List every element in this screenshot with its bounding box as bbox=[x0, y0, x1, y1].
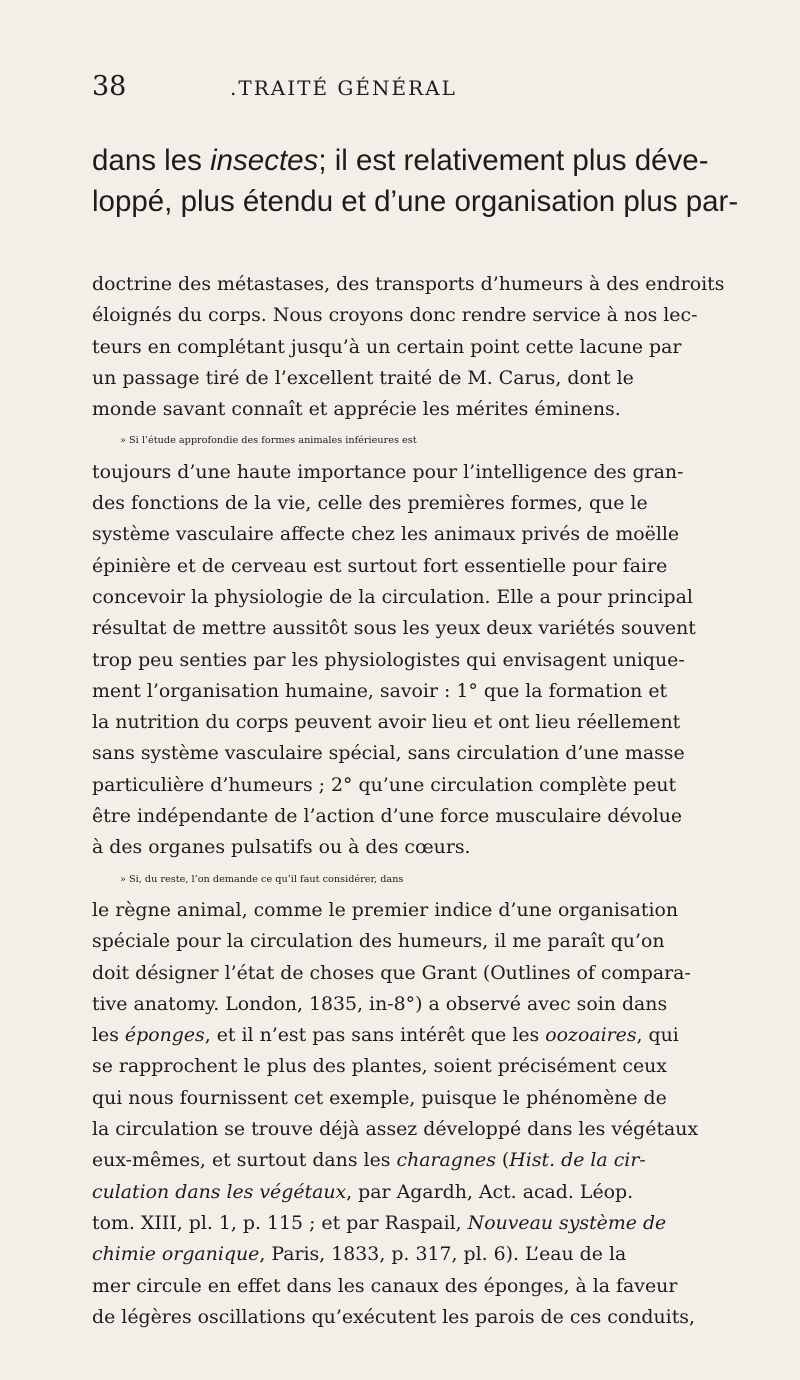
italic-text: éponges bbox=[124, 1024, 205, 1047]
running-title: .TRAITÉ GÉNÉRAL bbox=[230, 76, 457, 100]
text-run: les bbox=[92, 1024, 125, 1047]
text-run: la circulation se trouve déjà assez développé dans les végétaux bbox=[92, 1118, 699, 1141]
main-text bbox=[92, 140, 764, 222]
footnote-line bbox=[92, 1145, 764, 1176]
footnote-line bbox=[92, 926, 764, 957]
italic-text: insectes bbox=[210, 144, 319, 177]
text-run: système vasculaire affecte chez les animaux privés de moëlle bbox=[92, 523, 680, 546]
footnote-line bbox=[92, 613, 764, 644]
footnote-line bbox=[92, 1020, 764, 1051]
footnote-line bbox=[92, 1271, 764, 1302]
footnote-line bbox=[92, 801, 764, 832]
footnote-line bbox=[92, 363, 764, 394]
text-run: trop peu senties par les physiologistes qui envisagent unique- bbox=[92, 648, 685, 671]
footnote-line bbox=[92, 989, 764, 1020]
footnote-line bbox=[92, 1083, 764, 1114]
footnote-line bbox=[92, 425, 764, 456]
text-run: qui nous fournissent cet exemple, puisque le phénomène de bbox=[92, 1086, 667, 1109]
footnote-line bbox=[92, 488, 764, 519]
footnote-line bbox=[92, 1302, 764, 1333]
text-run: doit désigner l’état de choses que Grant (Outlines of compara- bbox=[92, 961, 691, 984]
footnote-line bbox=[92, 394, 764, 425]
text-run: de légères oscillations qu’exécutent les parois de ces conduits, bbox=[92, 1305, 696, 1328]
footnote-line bbox=[92, 707, 764, 738]
text-run: mer circule en effet dans les canaux des éponges, à la faveur bbox=[92, 1274, 678, 1297]
text-run: » Si l’étude approfondie des formes animales inférieures est bbox=[120, 435, 417, 447]
footnote-line bbox=[92, 582, 764, 613]
footnote-line bbox=[92, 1114, 764, 1145]
footnote-line bbox=[92, 1051, 764, 1082]
footnote-line bbox=[92, 300, 764, 331]
italic-text: charagnes bbox=[396, 1149, 496, 1172]
text-run: doctrine des métastases, des transports d’humeurs à des endroits bbox=[92, 273, 725, 295]
text-run: être indépendante de l’action d’une force musculaire dévolue bbox=[92, 805, 683, 828]
footnote-line bbox=[92, 519, 764, 550]
text-run: un passage tiré de l’excellent traité de M. Carus, dont le bbox=[92, 366, 634, 389]
footnote-line bbox=[92, 457, 764, 488]
text-run: » Si, du reste, l’on demande ce qu’il faut considérer, dans bbox=[120, 873, 404, 885]
footnote-line bbox=[92, 738, 764, 769]
text-run: teurs en complétant jusqu’à un certain point cette lacune par bbox=[92, 335, 682, 358]
text-run: , et il n’est pas sans intérêt que les bbox=[204, 1024, 546, 1047]
footnote-line bbox=[92, 895, 764, 926]
text-run: ; il est relativement plus déve- bbox=[318, 144, 709, 177]
text-run: épinière et de cerveau est surtout fort essentielle pour faire bbox=[92, 554, 668, 577]
footnote-line bbox=[92, 269, 764, 300]
footnote-line bbox=[92, 676, 764, 707]
footnote-line bbox=[92, 551, 764, 582]
text-run: , Paris, 1833, p. 317, pl. 6). L’eau de la bbox=[259, 1243, 627, 1266]
text-run: à des organes pulsatifs ou à des cœurs. bbox=[92, 836, 471, 859]
footnote-line bbox=[92, 958, 764, 989]
text-run: la nutrition du corps peuvent avoir lieu et ont lieu réellement bbox=[92, 711, 681, 734]
text-run: toujours d’une haute importance pour l’intelligence des gran- bbox=[92, 460, 684, 483]
italic-text: chimie organique bbox=[92, 1243, 260, 1266]
italic-text: culation dans les végétaux bbox=[92, 1180, 347, 1203]
running-head bbox=[92, 70, 764, 110]
text-run: loppé, plus étendu et d’une organisation plus par- bbox=[92, 185, 739, 218]
footnote-line bbox=[92, 332, 764, 363]
text-run: monde savant connaît et apprécie les mérites éminens. bbox=[92, 398, 621, 421]
text-run: eux-mêmes, et surtout dans les bbox=[92, 1149, 397, 1172]
footnote-text bbox=[92, 269, 764, 1333]
text-run: ment l’organisation humaine, savoir : 1° que la formation et bbox=[92, 679, 668, 702]
text-run: dans les bbox=[92, 144, 211, 177]
text-run: , par Agardh, Act. acad. Léop. bbox=[346, 1180, 634, 1203]
footnote-line bbox=[92, 1177, 764, 1208]
footnote-line bbox=[92, 832, 764, 863]
text-run: spéciale pour la circulation des humeurs, il me paraît qu’on bbox=[92, 930, 665, 953]
text-run: le règne animal, comme le premier indice d’une organisation bbox=[92, 898, 679, 921]
main-text-line bbox=[92, 140, 764, 181]
text-run: éloignés du corps. Nous croyons donc rendre service à nos lec- bbox=[92, 304, 698, 327]
footnote-line bbox=[92, 1208, 764, 1239]
text-run: se rapprochent le plus des plantes, soient précisément ceux bbox=[92, 1055, 667, 1078]
text-run: ( bbox=[495, 1149, 510, 1172]
text-run: résultat de mettre aussitôt sous les yeux deux variétés souvent bbox=[92, 617, 696, 640]
text-run: particulière d’humeurs ; 2° qu’une circulation complète peut bbox=[92, 773, 677, 796]
text-run: tive anatomy. London, 1835, in-8°) a observé avec soin dans bbox=[92, 992, 668, 1015]
text-run: des fonctions de la vie, celle des premières formes, que le bbox=[92, 492, 648, 515]
footnote-line bbox=[92, 770, 764, 801]
page-number: 38 bbox=[92, 71, 127, 102]
footnote-line bbox=[92, 864, 764, 895]
footnote-line bbox=[92, 1239, 764, 1270]
text-run: , qui bbox=[636, 1024, 679, 1047]
text-run: tom. XIII, pl. 1, p. 115 ; et par Raspail, bbox=[92, 1211, 468, 1234]
italic-text: oozoaires bbox=[545, 1024, 637, 1047]
italic-text: Nouveau système de bbox=[467, 1211, 667, 1234]
italic-text: Hist. de la cir- bbox=[509, 1149, 646, 1172]
text-run: concevoir la physiologie de la circulation. Elle a pour principal bbox=[92, 585, 693, 608]
text-run: sans système vasculaire spécial, sans circulation d’une masse bbox=[92, 742, 685, 765]
footnote-line bbox=[92, 645, 764, 676]
main-text-line bbox=[92, 181, 764, 222]
